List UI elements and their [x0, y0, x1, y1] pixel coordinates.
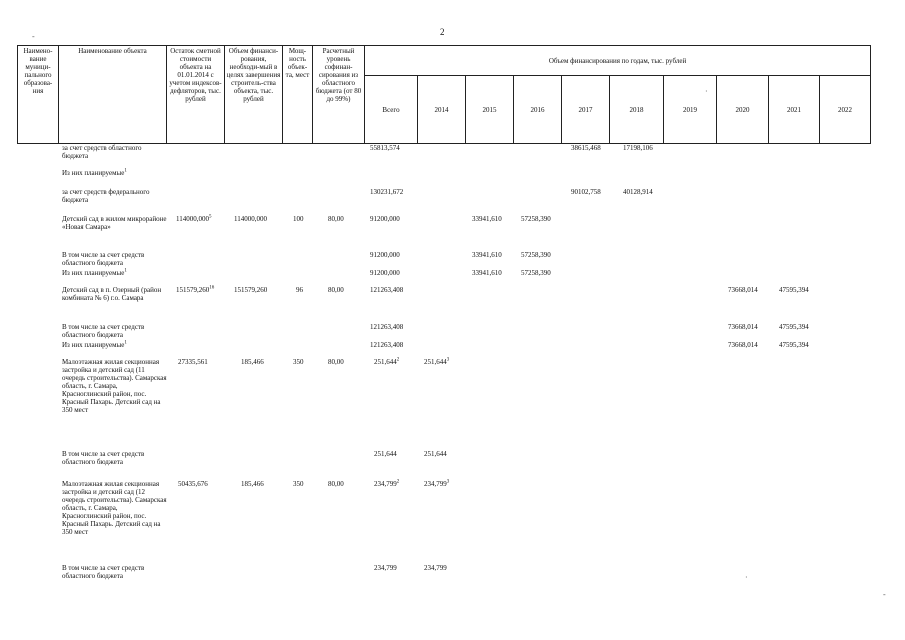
col-cofinancing-level: Расчетный уровень софинан-сирования из областного бюджета (от 80 до 99%)	[313, 46, 365, 144]
cell-capacity: 350	[293, 480, 304, 488]
cell-2014: 251,644	[424, 450, 447, 458]
object-name: Из них планируемые$^1$	[62, 268, 127, 277]
cell-2021: 47595,394	[779, 341, 809, 349]
cell-level: 80,00	[328, 480, 344, 488]
scan-speck: -	[883, 590, 886, 599]
cell-volume: 114000,000	[234, 215, 267, 223]
cell-total: 91200,000	[370, 215, 400, 223]
object-name: В том числе за счет средств областного бюджета	[62, 251, 145, 267]
funding-title: Объем финансирования по годам, тыс. рублей	[365, 46, 871, 76]
col-year-2017: 2017	[562, 76, 610, 144]
cell-remainder: 114000,000$^5$	[176, 214, 212, 223]
cell-2020: 73668,014	[728, 286, 758, 294]
col-remainder: Остаток сметной стоимости объекта на 01.01.2014 с учетом индексов-дефляторов, тыс. рублей	[167, 46, 225, 144]
cell-remainder: 50435,676	[178, 480, 208, 488]
col-year-2018: 2018	[610, 76, 664, 144]
page-number: 2	[440, 27, 445, 37]
scan-speck: -	[32, 32, 35, 41]
cell-total: 251,644	[374, 450, 397, 458]
cell-2014: 234,799	[424, 564, 447, 572]
object-name: за счет средств областного бюджета	[62, 144, 142, 160]
col-object-name: Наименование объекта	[59, 46, 167, 144]
col-year-2022: 2022	[820, 76, 871, 144]
cell-2015: 33941,610	[472, 251, 502, 259]
col-year-2020: 2020	[717, 76, 769, 144]
cell-2018: 40128,914	[623, 188, 653, 196]
cell-capacity: 350	[293, 358, 304, 366]
cell-2014: 234,799$^3$	[424, 479, 450, 488]
cell-2016: 57258,390	[521, 215, 551, 223]
cell-2021: 47595,394	[779, 323, 809, 331]
object-name: В том числе за счет средств областного бюджета	[62, 450, 145, 466]
object-name: Малоэтажная жилая секционная застройка и детский сад (12 очередь строительства). Самарская область, г. Самара, Красноглинский район, пос. Красный Пахарь. Детский сад на 350 мест	[62, 480, 167, 536]
scan-speck: ·	[705, 87, 708, 96]
cell-total: 234,799$^2$	[374, 479, 400, 488]
col-volume: Объем финанси-рования, необходи-мый в целях завершения строитель-ства объекта, тыс. рублей	[225, 46, 283, 144]
col-year-2014: 2014	[418, 76, 466, 144]
object-name: Малоэтажная жилая секционная застройка и детский сад (11 очередь строительства). Самарская область, г. Самара, Красноглинский район, пос. Красный Пахарь. Детский сад на 350 мест	[62, 358, 167, 414]
col-total: Всего	[365, 76, 418, 144]
object-name: Из них планируемые$^1$	[62, 168, 127, 177]
object-name: В том числе за счет средств областного бюджета	[62, 323, 145, 339]
cell-total: 55813,574	[370, 144, 400, 152]
col-capacity: Мощ-ность объек-та, мест	[283, 46, 313, 144]
cell-total: 251,644$^2$	[374, 357, 400, 366]
col-year-2016: 2016	[514, 76, 562, 144]
cell-capacity: 100	[293, 215, 304, 223]
cell-total: 234,799	[374, 564, 397, 572]
cell-volume: 185,466	[241, 480, 264, 488]
cell-remainder: 151579,260$^{16}$	[176, 285, 215, 294]
cell-2016: 57258,390	[521, 251, 551, 259]
cell-total: 121263,408	[370, 323, 404, 331]
cell-capacity: 96	[296, 286, 303, 294]
col-year-2019: 2019	[664, 76, 717, 144]
cell-2021: 47595,394	[779, 286, 809, 294]
cell-total: 121263,408	[370, 286, 404, 294]
cell-level: 80,00	[328, 286, 344, 294]
cell-2018: 17198,106	[623, 144, 653, 152]
cell-2015: 33941,610	[472, 269, 502, 277]
col-year-2015: 2015	[466, 76, 514, 144]
object-name: Детский сад в жилом микрорайоне «Новая Самара»	[62, 215, 167, 231]
cell-2017: 90102,758	[571, 188, 601, 196]
cell-total: 91200,000	[370, 269, 400, 277]
cell-2015: 33941,610	[472, 215, 502, 223]
col-year-2021: 2021	[769, 76, 820, 144]
cell-volume: 185,466	[241, 358, 264, 366]
cell-2014: 251,644$^3$	[424, 357, 450, 366]
cell-2017: 38615,468	[571, 144, 601, 152]
col-municipality: Наимено-вание муници-пального образова-ния	[18, 46, 59, 144]
object-name: Детский сад в п. Озерный (район комбината № 6) г.о. Самара	[62, 286, 162, 302]
object-name: за счет средств федерального бюджета	[62, 188, 150, 204]
header-table	[17, 45, 871, 144]
cell-2020: 73668,014	[728, 323, 758, 331]
object-name: Из них планируемые$^1$	[62, 340, 127, 349]
cell-total: 130231,672	[370, 188, 404, 196]
object-name: В том числе за счет средств областного бюджета	[62, 564, 145, 580]
cell-2016: 57258,390	[521, 269, 551, 277]
cell-volume: 151579,260	[234, 286, 268, 294]
cell-remainder: 27335,561	[178, 358, 208, 366]
cell-level: 80,00	[328, 358, 344, 366]
cell-total: 121263,408	[370, 341, 404, 349]
cell-total: 91200,000	[370, 251, 400, 259]
scan-speck: ·	[745, 573, 748, 582]
cell-level: 80,00	[328, 215, 344, 223]
cell-2020: 73668,014	[728, 341, 758, 349]
